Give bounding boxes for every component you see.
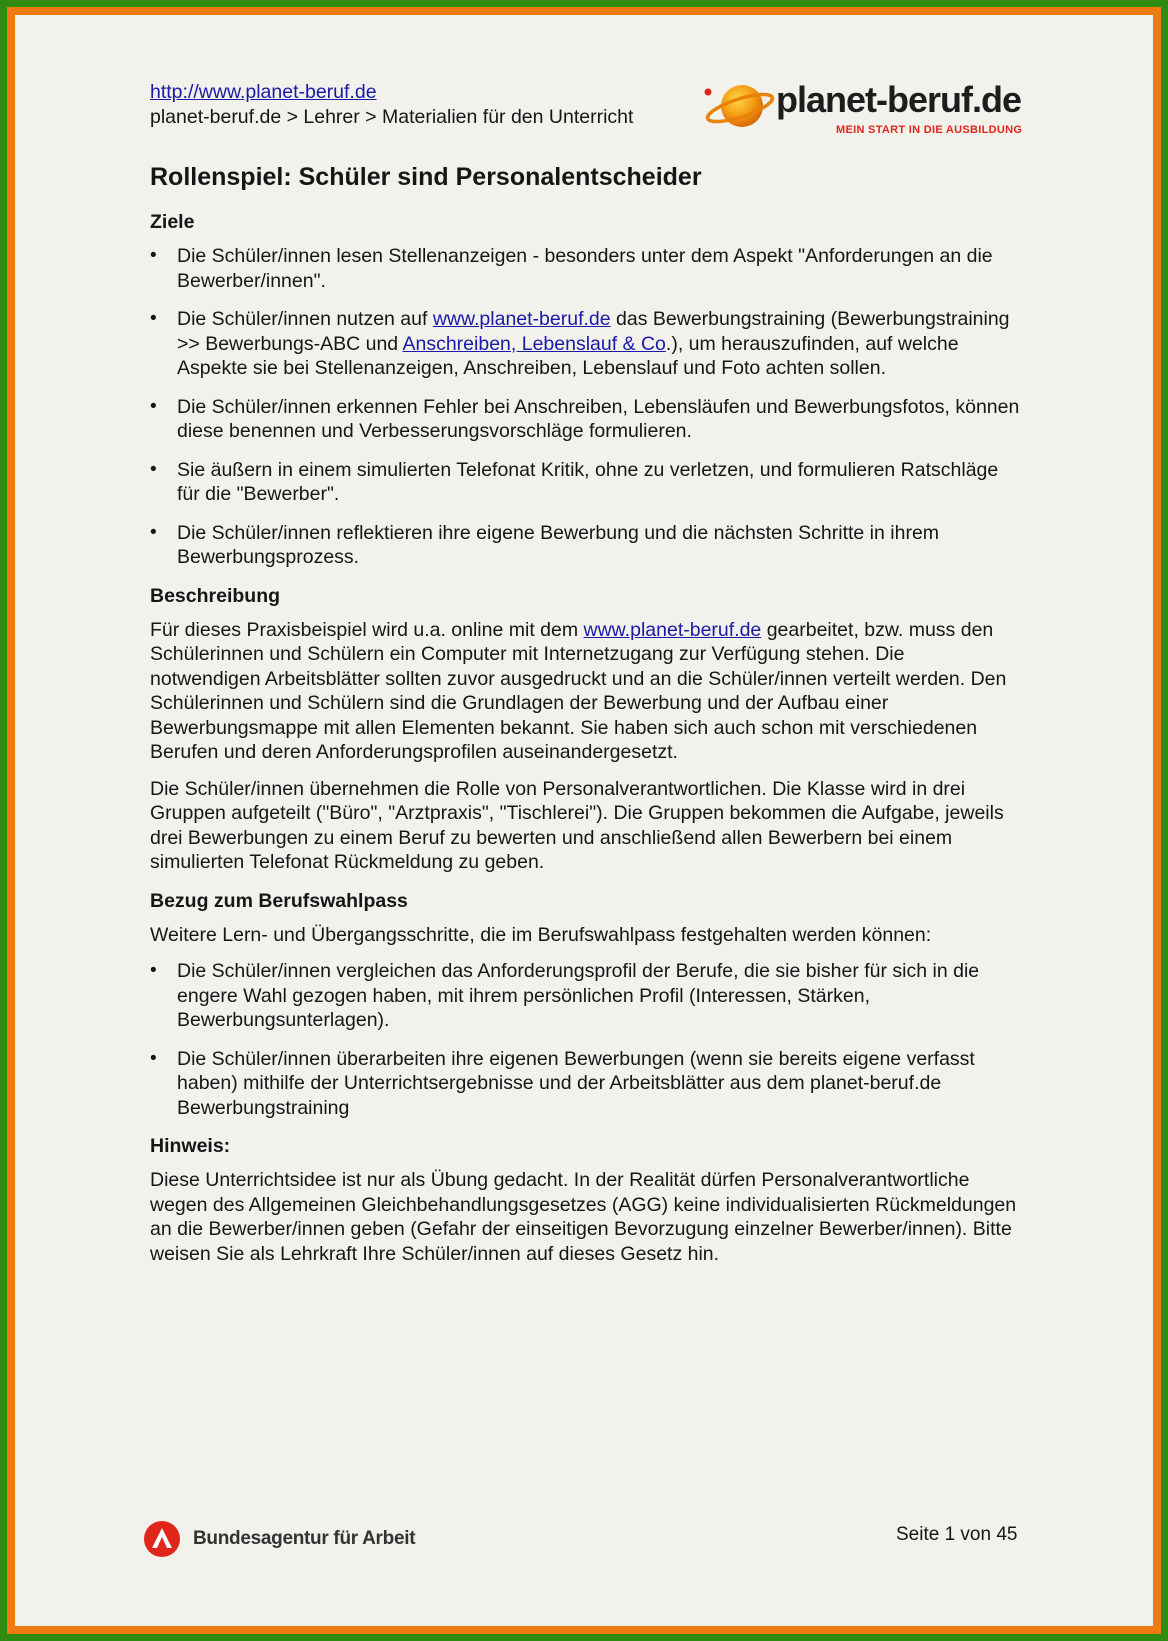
planet-beruf-link[interactable]: www.planet-beruf.de: [432, 308, 611, 330]
list-item-text: das Bewerbungstraining (Bewerbungstraining >> Bewerbungs-ABC und: [177, 308, 1010, 355]
planet-logo-icon: [700, 78, 780, 136]
list-item: • Sie äußern in einem simulierten Telefonat Kritik, ohne zu verletzen, und formulieren Ratschläge für die "Bewerber".: [150, 458, 1020, 507]
paragraph-text: gearbeitet, bzw. muss den Schülerinnen und Schülern ein Computer mit Internetzugang zur Verfügung stehen. Die notwendigen Arbeitsblätter sollten zuvor ausgedruckt und an die Schüler/innen verteilt werden. Den Schülerinnen und Schülern sind die Grundlagen der Bewerbung und der Aufbau einer Bewerbungsmappe mit allen Elementen bekannt. Sie haben sich auch schon mit verschiedenen Berufen und deren Anforderungsprofilen auseinandergesetzt.: [150, 618, 1007, 763]
section-heading-beschreibung: Beschreibung: [150, 584, 281, 607]
section-heading-bezug: Bezug zum Berufswahlpass: [150, 889, 408, 912]
list-item: [150, 307, 1020, 381]
agency-a-icon: [143, 1520, 181, 1558]
agency-logo: [143, 1520, 443, 1560]
list-item: • Die Schüler/innen reflektieren ihre eigene Bewerbung und die nächsten Schritte in ihrem Bewerbungsprozess.: [150, 521, 1020, 570]
ziele-list: [150, 244, 1020, 570]
logo-tagline: MEIN START IN DIE AUSBILDUNG: [836, 124, 1023, 136]
list-item: • Die Schüler/innen erkennen Fehler bei Anschreiben, Lebensläufen und Bewerbungsfotos, können diese benennen und Verbesserungsvorschläge formulieren.: [150, 395, 1020, 444]
beschreibung-paragraph: Die Schüler/innen übernehmen die Rolle von Personalverantwortlichen. Die Klasse wird in drei Gruppen aufgeteilt ("Büro", "Arztpraxis", "Tischlerei"). Die Gruppen bekommen die Aufgabe, jeweils drei Bewerbungen zu einem Beruf zu bewerten und anschließend allen Bewerbern bei einem simulierten Telefonat Rückmeldung zu geben.: [150, 777, 1004, 873]
agency-name: Bundesagentur für Arbeit: [193, 1528, 416, 1549]
planet-beruf-link[interactable]: www.planet-beruf.de: [583, 618, 762, 641]
list-item-text: Die Schüler/innen nutzen auf: [177, 308, 433, 330]
hinweis-paragraph: Diese Unterrichtsidee ist nur als Übung gedacht. In der Realität dürfen Personalverantwortliche wegen des Allgemeinen Gleichbehandlungsgesetzes (AGG) keine individualisierten Rückmeldungen an die Bewerber/innen geben (Gefahr der einseitigen Bevorzugung einzelner Bewerber/innen). Bitte weisen Sie als Lehrkraft Ihre Schüler/innen auf dieses Gesetz hin.: [150, 1169, 1017, 1265]
site-url-link[interactable]: http://www.planet-beruf.de: [150, 81, 377, 103]
bezug-list: [150, 959, 1020, 1120]
list-item: • Die Schüler/innen überarbeiten ihre eigenen Bewerbungen (wenn sie bereits eigene verfasst haben) mithilfe der Unterrichtsergebnisse und der Arbeitsblätter aus dem planet-beruf.de Bewerbungstraining: [150, 1047, 1020, 1121]
page-number: Seite 1 von 45: [896, 1524, 1018, 1545]
bezug-intro: Weitere Lern- und Übergangsschritte, die im Berufswahlpass festgehalten werden können:: [150, 923, 932, 946]
list-item: • Die Schüler/innen vergleichen das Anforderungsprofil der Berufe, die sie bisher für sich in die engere Wahl gezogen haben, mit ihrem persönlichen Profil (Interessen, Stärken, Bewerbungsunterlagen).: [150, 959, 1020, 1033]
breadcrumb: planet-beruf.de > Lehrer > Materialien für den Unterricht: [150, 105, 634, 128]
list-item: • Die Schüler/innen lesen Stellenanzeigen - besonders unter dem Aspekt "Anforderungen an die Bewerber/innen".: [150, 244, 1020, 293]
section-heading-hinweis: Hinweis:: [150, 1135, 231, 1157]
section-heading-ziele: Ziele: [150, 211, 195, 233]
anschreiben-lebenslauf-link[interactable]: Anschreiben, Lebenslauf & Co: [402, 332, 666, 355]
planet-beruf-logo: [700, 78, 1030, 136]
logo-wordmark: planet-beruf.de: [776, 79, 1022, 120]
document-title: Rollenspiel: Schüler sind Personalentscheider: [150, 163, 702, 191]
list-item-text: .), um herauszufinden, auf welche Aspekte sie bei Stellenanzeigen, Anschreiben, Lebenslauf und Foto achten sollen.: [177, 332, 959, 379]
document-page: [150, 79, 1023, 1278]
paragraph-text: Für dieses Praxisbeispiel wird u.a. online mit dem: [150, 618, 584, 641]
beschreibung-paragraph: [150, 618, 1020, 765]
page-header: [150, 79, 1023, 138]
